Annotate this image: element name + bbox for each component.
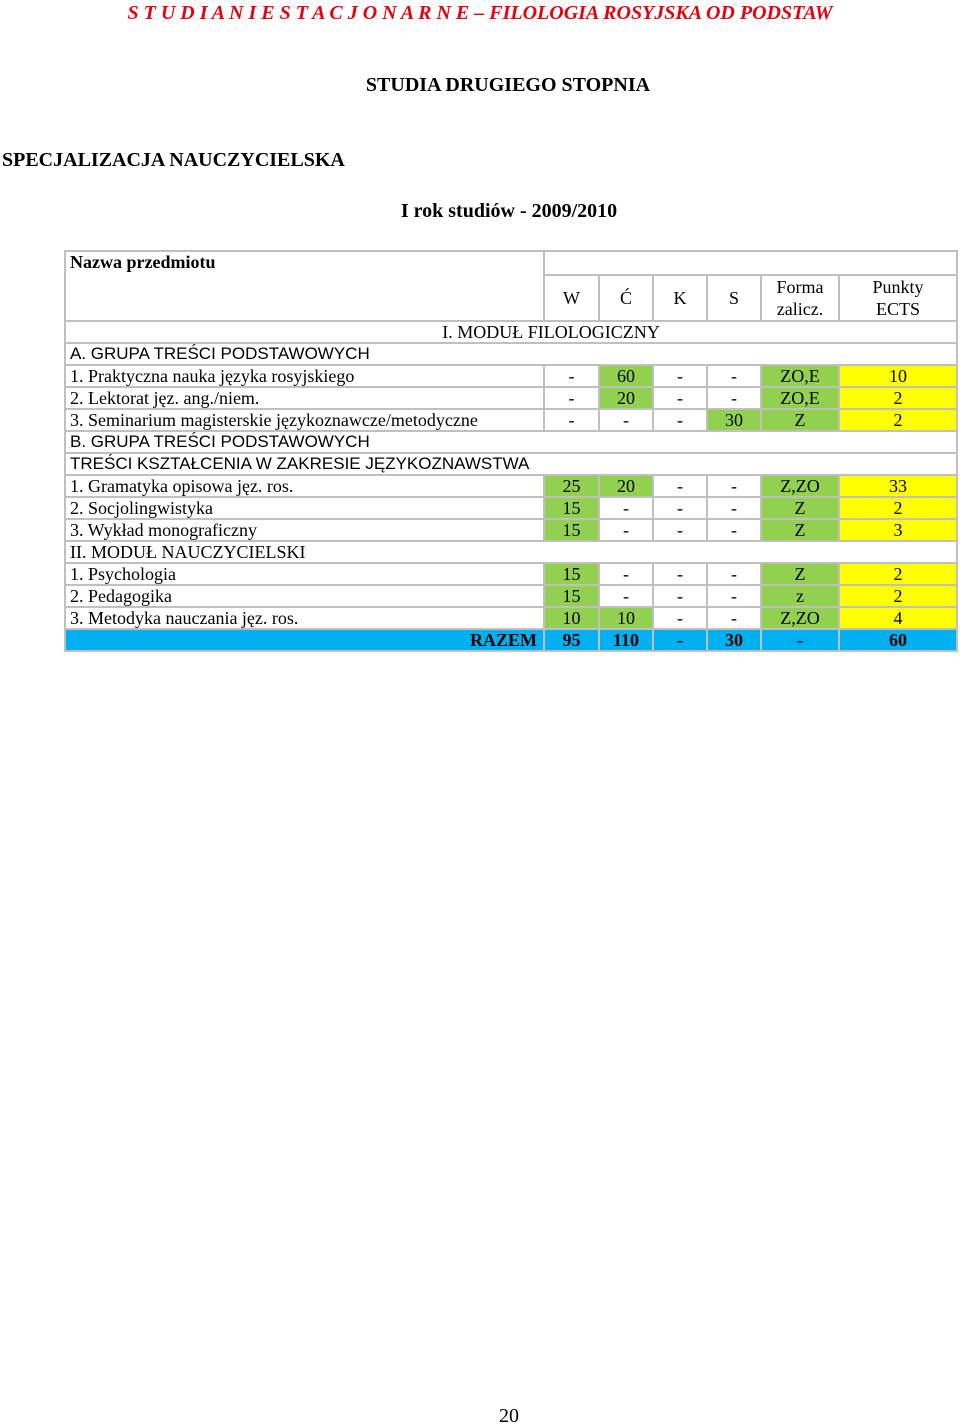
subject-name: 3. Wykład monograficzny	[65, 519, 544, 541]
group-a-heading: A. GRUPA TREŚCI PODSTAWOWYCH	[65, 343, 957, 365]
cell-k: -	[653, 519, 707, 541]
column-header-s: S	[707, 275, 761, 321]
cell-w: -	[544, 409, 599, 431]
subject-name: 3. Seminarium magisterskie językoznawcze/metodyczne	[65, 409, 544, 431]
cell-k: -	[653, 585, 707, 607]
group-b-heading: B. GRUPA TREŚCI PODSTAWOWYCH	[65, 431, 957, 453]
module-filologiczny: I. MODUŁ FILOLOGICZNY	[442, 322, 660, 342]
table-row	[65, 475, 957, 497]
cell-ects: 2	[839, 585, 957, 607]
cell-c: 60	[599, 365, 653, 387]
table-row	[65, 607, 957, 629]
cell-form: Z	[761, 519, 839, 541]
cell-c: 20	[599, 475, 653, 497]
total-k: -	[653, 629, 707, 651]
cell-w: -	[544, 387, 599, 409]
cell-c: -	[599, 563, 653, 585]
cell-c: 10	[599, 607, 653, 629]
table-row	[65, 585, 957, 607]
table-row	[65, 365, 957, 387]
cell-ects: 4	[839, 607, 957, 629]
cell-s: -	[707, 497, 761, 519]
cell-k: -	[653, 365, 707, 387]
total-row	[65, 629, 957, 651]
column-header-subject: Nazwa przedmiotu	[65, 251, 544, 321]
table-row	[65, 497, 957, 519]
cell-s: -	[707, 475, 761, 497]
module-nauczycielski: II. MODUŁ NAUCZYCIELSKI	[65, 541, 957, 563]
cell-form: ZO,E	[761, 387, 839, 409]
cell-c: -	[599, 497, 653, 519]
total-form: -	[761, 629, 839, 651]
table-row	[65, 387, 957, 409]
cell-ects: 2	[839, 387, 957, 409]
subject-name: 2. Pedagogika	[65, 585, 544, 607]
cell-k: -	[653, 497, 707, 519]
cell-ects: 2	[839, 409, 957, 431]
cell-w: 15	[544, 585, 599, 607]
cell-ects: 3	[839, 519, 957, 541]
document-header: S T U D I A N I E S T A C J O N A R N E – FILOLOGIA ROSYJSKA OD PODSTAW	[127, 2, 833, 24]
curriculum-table	[64, 250, 958, 652]
cell-c: -	[599, 519, 653, 541]
total-label: RAZEM	[65, 629, 544, 651]
cell-s: -	[707, 607, 761, 629]
column-header-k: K	[653, 275, 707, 321]
cell-ects: 2	[839, 563, 957, 585]
total-ects: 60	[839, 629, 957, 651]
cell-ects: 10	[839, 365, 957, 387]
cell-w: -	[544, 365, 599, 387]
subject-name: 2. Socjolingwistyka	[65, 497, 544, 519]
title-specialization: SPECJALIZACJA NAUCZYCIELSKA	[2, 149, 345, 171]
table-row	[65, 409, 957, 431]
subject-name: 3. Metodyka nauczania jęz. ros.	[65, 607, 544, 629]
total-s: 30	[707, 629, 761, 651]
cell-w: 15	[544, 497, 599, 519]
cell-form: Z	[761, 409, 839, 431]
cell-w: 15	[544, 519, 599, 541]
cell-s: 30	[707, 409, 761, 431]
table-row	[65, 563, 957, 585]
subject-name: 1. Psychologia	[65, 563, 544, 585]
cell-ects: 2	[839, 497, 957, 519]
cell-form: Z,ZO	[761, 475, 839, 497]
cell-k: -	[653, 563, 707, 585]
total-w: 95	[544, 629, 599, 651]
cell-form: Z	[761, 497, 839, 519]
subject-name: 1. Praktyczna nauka języka rosyjskiego	[65, 365, 544, 387]
title-study-level: STUDIA DRUGIEGO STOPNIA	[365, 74, 651, 96]
column-header-c: Ć	[599, 275, 653, 321]
cell-w: 15	[544, 563, 599, 585]
cell-form: Z	[761, 563, 839, 585]
cell-ects: 33	[839, 475, 957, 497]
column-header-ects: Punkty ECTS	[839, 275, 957, 321]
cell-s: -	[707, 365, 761, 387]
column-header-form: Forma zalicz.	[761, 275, 839, 321]
cell-c: -	[599, 585, 653, 607]
cell-c: 20	[599, 387, 653, 409]
title-academic-year: I rok studiów - 2009/2010	[400, 200, 618, 222]
group-b-subheading: TREŚCI KSZTAŁCENIA W ZAKRESIE JĘZYKOZNAWSTWA	[65, 453, 957, 475]
cell-k: -	[653, 387, 707, 409]
cell-w: 25	[544, 475, 599, 497]
cell-s: -	[707, 387, 761, 409]
cell-s: -	[707, 519, 761, 541]
cell-s: -	[707, 563, 761, 585]
subject-name: 2. Lektorat jęz. ang./niem.	[65, 387, 544, 409]
subject-name: 1. Gramatyka opisowa jęz. ros.	[65, 475, 544, 497]
column-header-w: W	[544, 275, 599, 321]
table-row	[65, 519, 957, 541]
cell-k: -	[653, 475, 707, 497]
cell-w: 10	[544, 607, 599, 629]
cell-form: z	[761, 585, 839, 607]
cell-k: -	[653, 409, 707, 431]
page-number: 20	[499, 1405, 519, 1427]
cell-s: -	[707, 585, 761, 607]
cell-form: Z,ZO	[761, 607, 839, 629]
cell-c: -	[599, 409, 653, 431]
cell-form: ZO,E	[761, 365, 839, 387]
total-c: 110	[599, 629, 653, 651]
cell-k: -	[653, 607, 707, 629]
